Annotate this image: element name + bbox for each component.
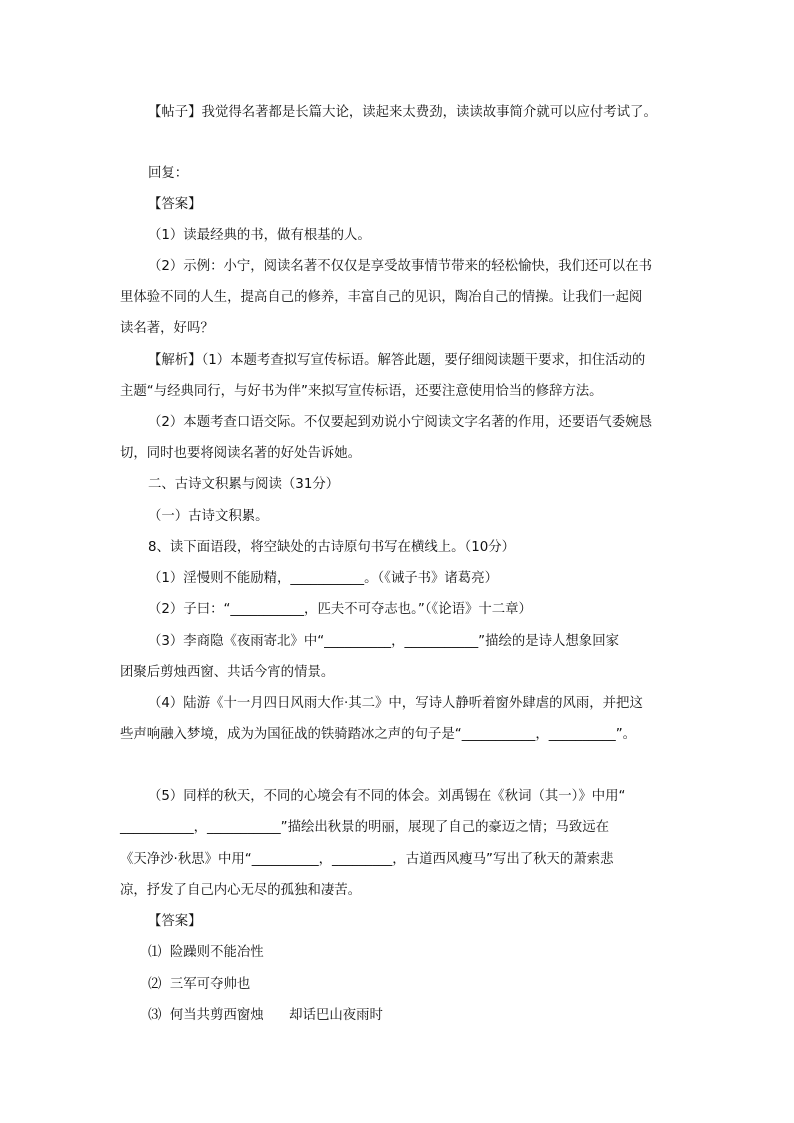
answer-item-2-line-1: （2）示例：小宁，阅读名著不仅仅是享受故事情节带来的轻松愉快，我们还可以在书 [148, 259, 652, 274]
question-8-stem: 8、读下面语段，将空缺处的古诗原句书写在横线上。（10分） [148, 540, 516, 555]
forum-post: 【帖子】我觉得名著都是长篇大论，读起来太费劲，读读故事简介就可以应付考试了。 [148, 105, 657, 120]
question-item-5-line-1: （5）同样的秋天，不同的心境会有不同的体会。刘禹锡在《秋词（其一）》中用“ [148, 789, 626, 804]
question-item-4-line-1: （4）陆游《十一月四日风雨大作·其二》中，写诗人静听着窗外肆虐的风雨，并把这 [148, 696, 643, 711]
question-item-5-line-3: 《天净沙·秋思》中用“__________，_________，古道西风瘦马”写出了秋天的萧索悲 [120, 852, 614, 867]
question-item-1: （1）淫慢则不能励精，___________。（《诫子书》诸葛亮） [148, 571, 498, 586]
answer-item-2-line-3: 读名著，好吗？ [120, 321, 214, 336]
question-item-5-line-2: ___________，___________”描绘出秋景的明丽，展现了自己的豪迈之情；马致远在 [120, 820, 609, 835]
answer-heading-2: 【答案】 [148, 914, 202, 929]
question-item-4-line-2: 些声响融入梦境，成为为国征战的铁骑踏冰之声的句子是“___________，__________”。 [120, 727, 637, 742]
reply-label: 回复： [148, 166, 189, 181]
analysis-line-4: 切，同时也要将阅读名著的好处告诉她。 [120, 446, 362, 461]
question-item-3-line-2: 团聚后剪烛西窗、共话今宵的情景。 [120, 665, 335, 680]
answer-item-2-line-2: 里体验不同的人生，提高自己的修养，丰富自己的见识，陶冶自己的情操。让我们一起阅 [120, 290, 643, 305]
answer-line-3: ⑶ 何当共剪西窗烛 却话巴山夜雨时 [148, 1008, 383, 1023]
analysis-line-1: 【解析】（1）本题考查拟写宣传标语。解答此题，要仔细阅读题干要求，扣住活动的 [148, 353, 646, 368]
question-item-2: （2）子曰：“___________，匹夫不可夺志也。”（《论语》十二章） [148, 602, 532, 617]
answer-line-1: ⑴ 险躁则不能冶性 [148, 945, 264, 960]
question-item-5-line-4: 凉，抒发了自己内心无尽的孤独和凄苦。 [120, 883, 362, 898]
subsection-heading: （一）古诗文积累。 [148, 509, 269, 524]
answer-line-2: ⑵ 三军可夺帅也 [148, 977, 251, 992]
answer-item-1: （1）读最经典的书，做有根基的人。 [148, 228, 371, 243]
analysis-line-2: 主题“与经典同行，与好书为伴”来拟写宣传标语，还要注意使用恰当的修辞方法。 [120, 384, 603, 399]
analysis-line-3: （2）本题考查口语交际。不仅要起到劝说小宁阅读文字名著的作用，还要语气委婉恳 [148, 415, 652, 430]
section-heading: 二、古诗文积累与阅读（31分） [148, 477, 340, 492]
question-item-3-line-1: （3）李商隐《夜雨寄北》中“__________，___________”描绘的是诗人想象回家 [148, 634, 619, 649]
answer-heading: 【答案】 [148, 197, 202, 212]
